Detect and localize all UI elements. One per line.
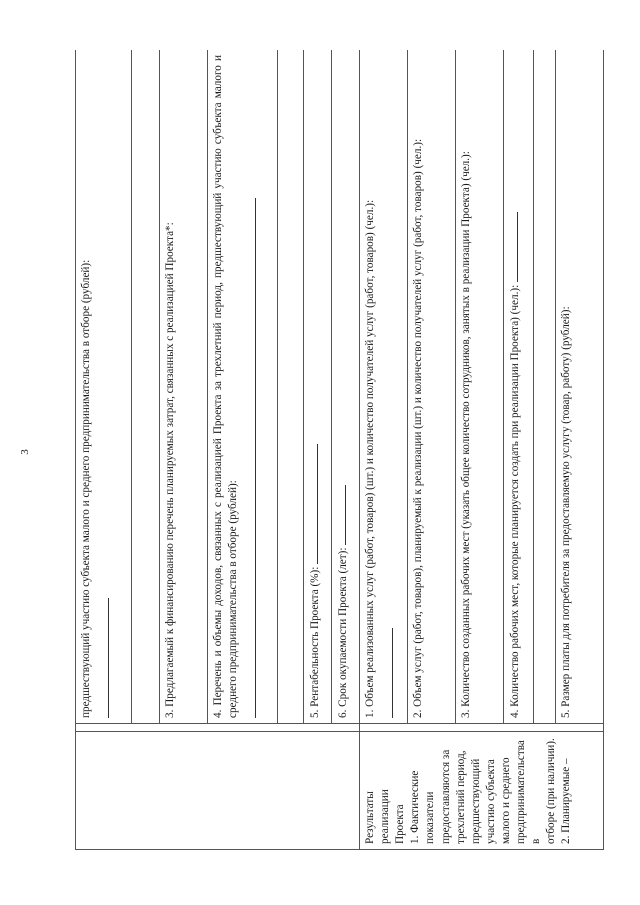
left-empty-cell bbox=[76, 732, 360, 850]
left-line: Результаты реализации bbox=[364, 789, 392, 844]
left-line: малого и среднего bbox=[499, 757, 512, 844]
left-line: 2. Планируемые – bbox=[560, 758, 573, 844]
item-cell bbox=[304, 50, 332, 724]
item-text: 3. Количество созданных рабочих мест (указать общее количество сотрудников, занятых в реализации Проекта) (чел.): bbox=[460, 151, 472, 718]
left-line: Проекта bbox=[394, 804, 407, 844]
item-text: 6. Срок окупаемости Проекта (лет): bbox=[337, 547, 349, 718]
left-line: предпринимательства в bbox=[515, 740, 543, 844]
left-line: трехлетний период, bbox=[454, 750, 467, 844]
item-cell bbox=[160, 50, 208, 724]
table-row bbox=[360, 50, 408, 850]
left-line: показатели bbox=[424, 791, 437, 844]
fill-line bbox=[335, 485, 346, 545]
left-line: предоставляются за bbox=[439, 749, 452, 844]
fill-line bbox=[507, 212, 518, 282]
results-label-cell bbox=[360, 732, 604, 850]
item-text: 5. Размер платы для потребителя за предоставляемую услугу (товар, работу) (рублей): bbox=[560, 306, 572, 718]
item-cell-empty bbox=[534, 50, 556, 724]
left-line: предшествующий bbox=[469, 758, 482, 844]
item-cell bbox=[408, 50, 456, 724]
item-cell bbox=[360, 50, 408, 724]
fill-line bbox=[307, 444, 318, 564]
fill-line bbox=[243, 198, 256, 718]
item-text: 2. Объем услуг (работ, товаров), планируемый к реализации (шт.) и количество получателей услуг (работ, товаров) (чел.): bbox=[412, 138, 424, 718]
item-cell bbox=[456, 50, 504, 724]
narrow-cell bbox=[360, 724, 604, 732]
left-line: участию субъекта bbox=[484, 759, 497, 844]
item-cell bbox=[556, 50, 604, 724]
item-cell bbox=[76, 50, 132, 724]
page-number: 3 bbox=[18, 449, 31, 455]
narrow-cell bbox=[76, 724, 360, 732]
table-row bbox=[76, 50, 132, 850]
item-cell bbox=[208, 50, 278, 724]
fill-line bbox=[380, 628, 393, 718]
item-text: 1. Объем реализованных услуг (работ, товаров) (шт.) и количество получателей услуг (работ, товаров) (чел.): bbox=[364, 199, 376, 718]
item-text: 4. Количество рабочих мест, которые планируется создать при реализации Проекта) (чел.): bbox=[509, 284, 521, 718]
left-line: отборе (при наличии). bbox=[545, 738, 558, 844]
rotated-content bbox=[75, 50, 620, 850]
item-text: 4. Перечень и объемы доходов, связанных с реализацией Проекта за трехлетний период, предшествующий участию субъекта малого и среднего предпринимательства в отборе (рублей): bbox=[212, 55, 240, 718]
item-text: 5. Рентабельность Проекта (%): bbox=[309, 566, 321, 718]
item-text: предшествующий участию субъекта малого и среднего предпринимательства в отборе (рублей): bbox=[80, 259, 92, 718]
item-text: 3. Предлагаемый к финансированию перечень планируемых затрат, связанных с реализацией Проекта*: bbox=[164, 222, 176, 718]
fill-line bbox=[96, 598, 109, 718]
item-cell-empty bbox=[132, 50, 160, 724]
item-cell bbox=[332, 50, 360, 724]
item-cell bbox=[504, 50, 534, 724]
results-table bbox=[75, 50, 604, 850]
rotated-page-area bbox=[75, 50, 620, 850]
left-line: 1. Фактические bbox=[409, 770, 422, 844]
item-cell-empty bbox=[278, 50, 304, 724]
